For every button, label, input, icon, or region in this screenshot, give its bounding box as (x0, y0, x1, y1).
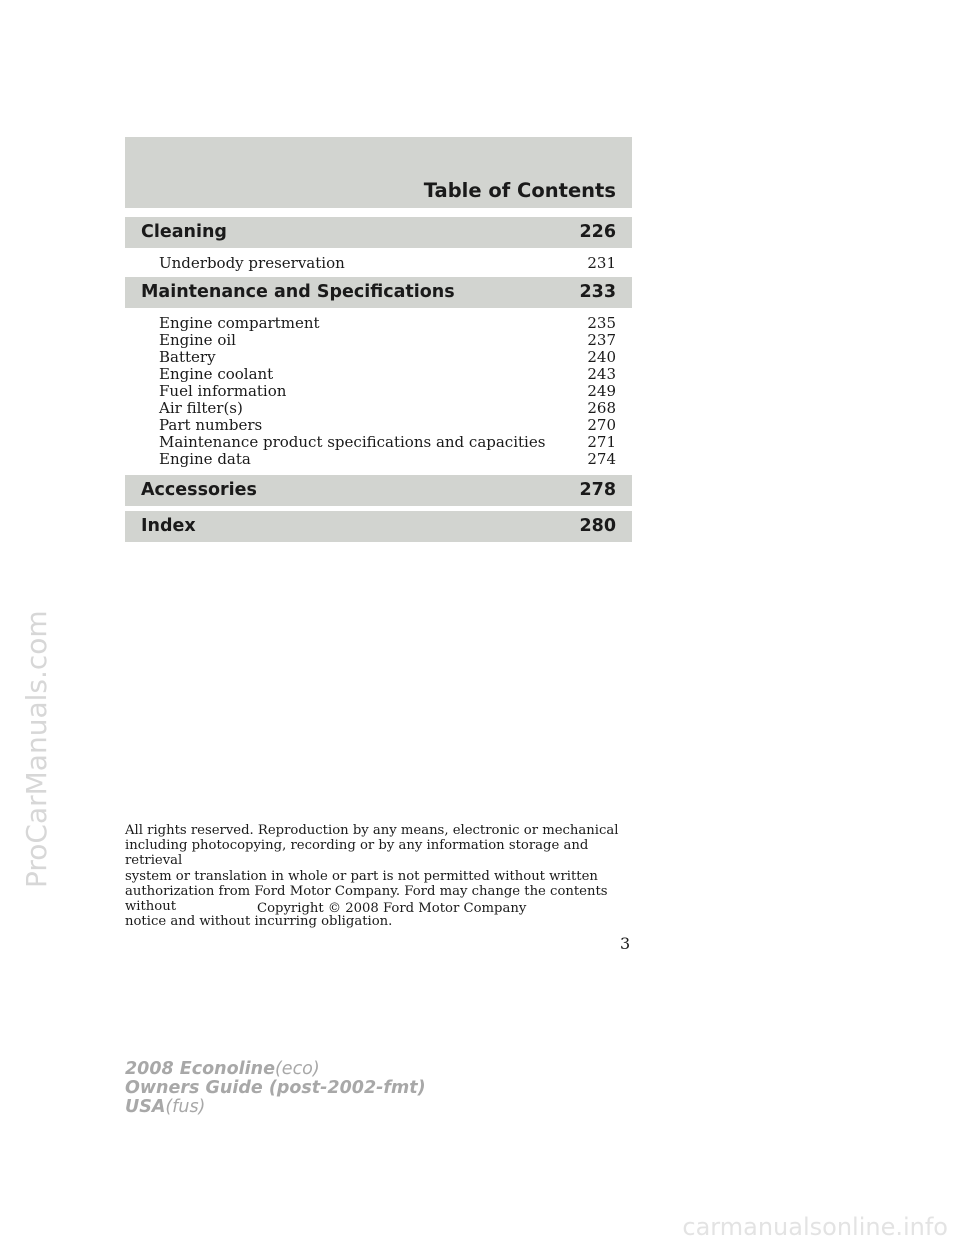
section-page: 226 (579, 222, 616, 242)
toc-section-cleaning[interactable] (125, 217, 632, 248)
section-label: Cleaning (141, 222, 227, 242)
entry-page: 271 (587, 433, 616, 451)
footer-line-guide (125, 1079, 426, 1098)
entry-label: Engine oil (159, 331, 236, 349)
rights-line: system or translation in whole or part is not permitted without written (125, 868, 598, 884)
toc-entry-engine-oil[interactable] (159, 332, 616, 349)
page-number: 3 (620, 934, 631, 953)
section-label: Maintenance and Specifications (141, 282, 455, 302)
entry-label: Maintenance product specifications and capacities (159, 433, 546, 451)
rights-line: All rights reserved. Reproduction by any means, electronic or mechanical (125, 823, 619, 838)
toc-entry-fuel-information[interactable] (159, 383, 616, 400)
entry-label: Engine data (159, 450, 251, 468)
section-label: Accessories (141, 480, 257, 500)
bottom-watermark: carmanualsonline.info (682, 1213, 948, 1241)
entry-page: 237 (587, 331, 616, 349)
section-label: Index (141, 516, 196, 536)
entry-page: 268 (587, 399, 616, 417)
footer-model: 2008 Econoline (125, 1059, 275, 1079)
footer-market-code: (fus) (165, 1097, 206, 1117)
entry-label: Battery (159, 348, 216, 366)
entry-page: 243 (587, 365, 616, 383)
section-page: 280 (579, 516, 616, 536)
entry-label: Engine coolant (159, 365, 274, 383)
footer-guide: Owners Guide (post-2002-fmt) (125, 1078, 426, 1098)
footer-model-code: (eco) (274, 1059, 320, 1079)
rights-line: notice and without incurring obligation. (125, 914, 393, 930)
entry-page: 270 (587, 416, 616, 434)
toc-section-index[interactable] (125, 511, 632, 542)
copyright-line: Copyright © 2008 Ford Motor Company (257, 901, 527, 916)
entry-label: Air filter(s) (159, 399, 243, 417)
toc-entry-engine-coolant[interactable] (159, 366, 616, 383)
toc-entry-engine-compartment[interactable] (159, 315, 616, 332)
toc-section-accessories[interactable] (125, 475, 632, 506)
entry-page: 231 (587, 254, 616, 272)
entry-label: Underbody preservation (159, 254, 345, 272)
rights-line: authorization from Ford Motor Company. Ford may change the contents without (125, 883, 608, 915)
toc-entry-part-numbers[interactable] (159, 417, 616, 434)
entry-page: 235 (587, 314, 616, 332)
footer-market: USA (125, 1097, 166, 1117)
toc-entry-air-filters[interactable] (159, 400, 616, 417)
page-title: Table of Contents (423, 179, 616, 202)
entry-page: 249 (587, 382, 616, 400)
toc-entry-battery[interactable] (159, 349, 616, 366)
document-footer (125, 1060, 426, 1117)
toc-entry-engine-data[interactable] (159, 451, 616, 468)
entry-label: Part numbers (159, 416, 263, 434)
footer-line-model (125, 1060, 426, 1079)
side-watermark: ProCarManuals.com (20, 610, 53, 888)
entry-page: 274 (587, 450, 616, 468)
section-page: 233 (579, 282, 616, 302)
entry-page: 240 (587, 348, 616, 366)
toc-entry-maintenance-product-specs[interactable] (159, 434, 616, 451)
toc-entry-underbody-preservation[interactable] (159, 255, 616, 272)
entry-label: Fuel information (159, 382, 287, 400)
rights-line: including photocopying, recording or by any information storage and retrieval (125, 838, 589, 869)
entry-label: Engine compartment (159, 314, 320, 332)
toc-header-band (125, 137, 632, 208)
toc-section-maintenance[interactable] (125, 277, 632, 308)
footer-line-market (125, 1098, 426, 1117)
section-page: 278 (579, 480, 616, 500)
